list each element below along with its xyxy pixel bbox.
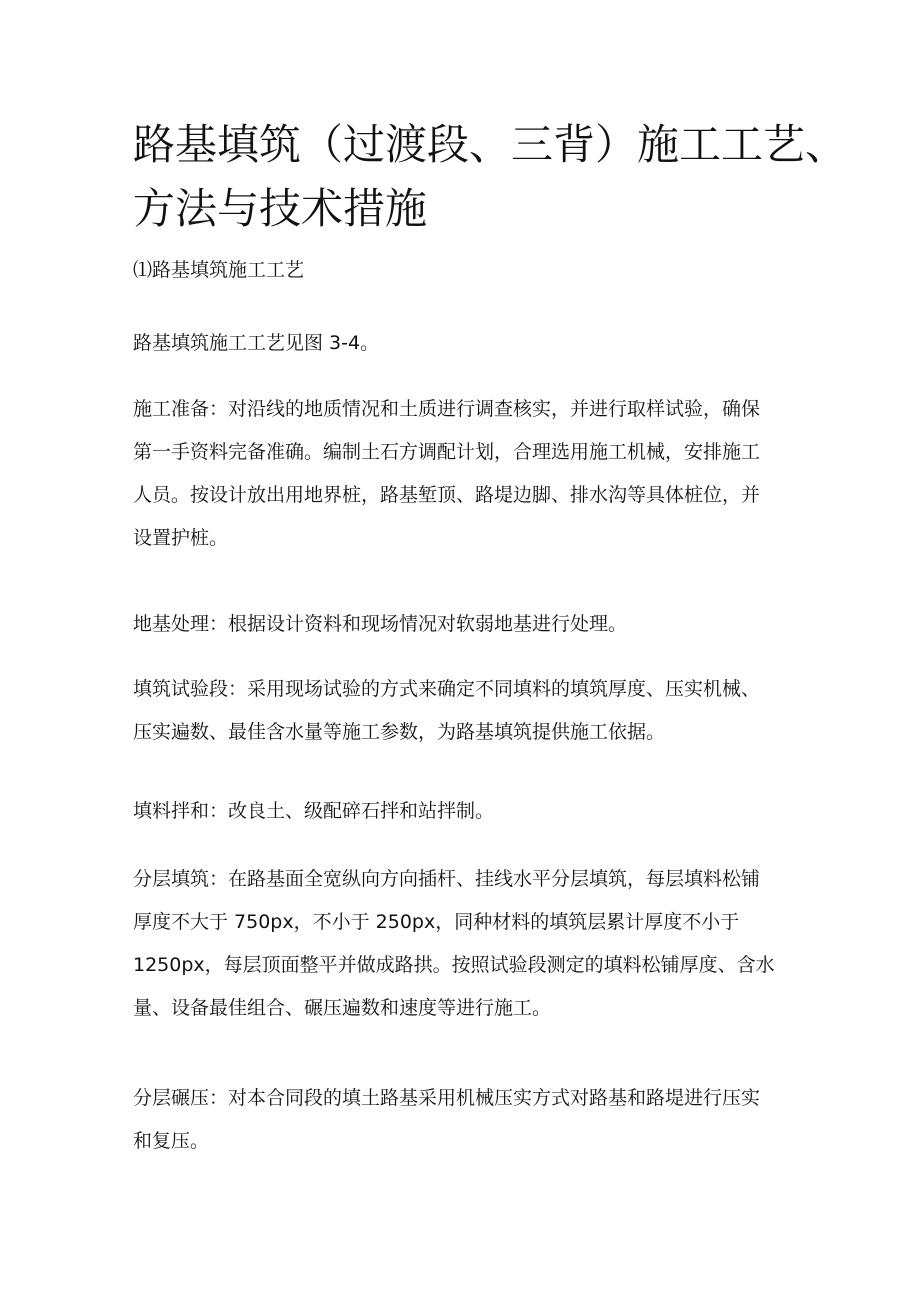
paragraph-figure-reference xyxy=(133,322,793,365)
paragraph-line: 1250px，每层顶面整平并做成路拱。按照试验段测定的填料松铺厚度、含水 xyxy=(133,954,775,976)
paragraph-line: 设置护桩。 xyxy=(133,527,229,549)
paragraph-line: 填料拌和：改良土、级配碎石拌和站拌制。 xyxy=(133,800,495,822)
paragraph-line: 分层填筑：在路基面全宽纵向方向插杆、挂线水平分层填筑，每层填料松铺 xyxy=(133,868,761,890)
paragraph-line: 路基填筑施工工艺见图 3-4。 xyxy=(133,332,380,354)
paragraph-line: 施工准备：对沿线的地质情况和土质进行调查核实，并进行取样试验，确保 xyxy=(133,398,761,420)
paragraph-line: 量、设备最佳组合、碾压遍数和速度等进行施工。 xyxy=(133,997,552,1019)
paragraph-layered-compaction xyxy=(133,1077,793,1163)
title-line: 方法与技术措施 xyxy=(133,184,428,233)
section-heading: ⑴路基填筑施工工艺 xyxy=(133,259,305,281)
paragraph-line: 厚度不大于 750px，不小于 250px，同种材料的填筑层累计厚度不小于 xyxy=(133,911,740,933)
title-line: 路基填筑（过渡段、三背）施工工艺、 xyxy=(133,120,848,169)
paragraph-trial-section xyxy=(133,668,793,754)
paragraph-line: 第一手资料完备准确。编制土石方调配计划，合理选用施工机械，安排施工 xyxy=(133,441,761,463)
paragraph-layered-filling xyxy=(133,858,793,1030)
paragraph-line: 地基处理：根据设计资料和现场情况对软弱地基进行处理。 xyxy=(133,613,628,635)
paragraph-line: 分层碾压：对本合同段的填土路基采用机械压实方式对路基和路堤进行压实 xyxy=(133,1087,761,1109)
paragraph-construction-preparation xyxy=(133,388,793,560)
paragraph-line: 压实遍数、最佳含水量等施工参数，为路基填筑提供施工依据。 xyxy=(133,721,666,743)
paragraph-line: 填筑试验段：采用现场试验的方式来确定不同填料的填筑厚度、压实机械、 xyxy=(133,678,761,700)
paragraph-line: 和复压。 xyxy=(133,1130,210,1152)
paragraph-line: 人员。按设计放出用地界桩，路基堑顶、路堤边脚、排水沟等具体桩位，并 xyxy=(133,484,761,506)
document-title xyxy=(133,113,848,241)
paragraph-foundation-treatment xyxy=(133,603,793,646)
paragraph-fill-mixing xyxy=(133,790,793,833)
